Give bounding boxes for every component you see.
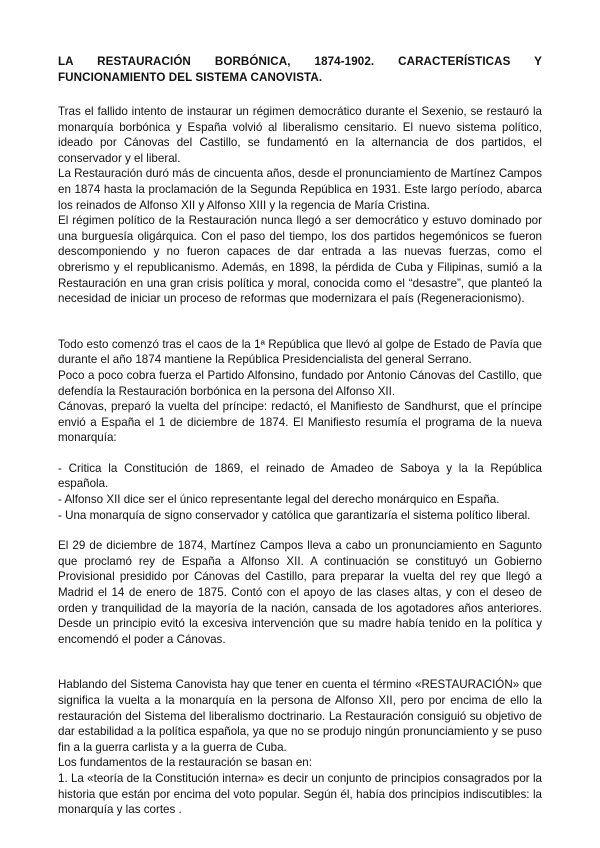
paragraph: Hablando del Sistema Canovista hay que tener en cuenta el término «RESTAURACIÓN» que significa la vuelta a la monarquía en la persona de Alfonso XII, pero por encima de ello la restauración del Sistema del liberalismo doctrinario. La Restauración consiguió su objetivo de dar estabilidad a la política española, ya que no se produjo ningún pronunciamiento y se puso fin a la guerra carlista y a la guerra de Cuba. (58, 678, 542, 754)
paragraph: 1. La «teoría de la Constitución interna» es decir un conjunto de principios consagrados por la historia que están por encima del voto popular. Según él, había dos principios indiscutibles: la monarquía y las cortes . (58, 771, 542, 817)
list-item: - Alfonso XII dice ser el único representante legal del derecho monárquico en España. (58, 493, 500, 507)
paragraph: Los fundamentos de la restauración se basan en: (58, 756, 312, 770)
manifesto-list (58, 461, 542, 523)
paragraph: Cánovas, preparó la vuelta del príncipe: redactó, el Manifiesto de Sandhurst, que el príncipe envió a España el 1 de diciembre de 1874. El Manifiesto resumía el programa de la nueva monarquía: (58, 400, 542, 445)
spacer (58, 446, 542, 461)
paragraph: Tras el fallido intento de instaurar un régimen democrático durante el Sexenio, se restauró la monarquía borbónica y España volvió al liberalismo censitario. El nuevo sistema político, ideado por Cánovas del Castillo, se fundamentó en la alternancia de dos partidos, el conservador y el liberal. (58, 105, 542, 165)
paragraph: Todo esto comenzó tras el caos de la 1ª República que llevó al golpe de Estado de Pavía que durante el año 1874 mantiene la República Presidencialista del general Serrano. (58, 337, 542, 367)
paragraph: La Restauración duró más de cincuenta años, desde el pronunciamiento de Martínez Campos en 1874 hasta la proclamación de la Segunda República en 1931. Este largo período, abarca los reinados de Alfonso XII y Alfonso XIII y la regencia de María Cristina. (58, 167, 542, 212)
document-page (58, 54, 542, 818)
paragraph: El régimen político de la Restauración nunca llegó a ser democrático y estuvo dominado por una burguesía oligárquica. Con el paso del tiempo, los dos partidos hegemónicos se fueron descomponiendo y no fueron capaces de dar entrada a las nuevas fuerzas, como el obrerismo y el republicanismo. Además, en 1898, la pérdida de Cuba y Filipinas, sumió a la Restauración en una gran crisis política y moral, conocida como el “desastre”, que planteó la necesidad de iniciar un proceso de reformas que modernizara el país (Regeneracionismo). (58, 214, 542, 306)
spacer (58, 523, 542, 538)
spacer (58, 647, 542, 677)
spacer (58, 307, 542, 337)
paragraph: Poco a poco cobra fuerza el Partido Alfonsino, fundado por Antonio Cánovas del Castillo, que defendía la Restauración borbónica en la persona del Alfonso XII. (58, 368, 542, 398)
list-item: - Critica la Constitución de 1869, el reinado de Amadeo de Saboya y la la República española. (58, 461, 542, 491)
paragraph: El 29 de diciembre de 1874, Martínez Campos lleva a cabo un pronunciamiento en Sagunto que proclamó rey de España a Alfonso XII. A continuación se constituyó un Gobierno Provisional presidido por Cánovas del Castillo, para preparar la vuelta del rey que llegó a Madrid el 14 de enero de 1875. Contó con el apoyo de las clases altas, y con el deseo de orden y tranquilidad de la mayoría de la nación, cansada de los agotadores años anteriores. Desde un principio evitó la excesiva intervención que su madre había tenido en la política y encomendó el poder a Cánovas. (58, 539, 542, 646)
document-title: LA RESTAURACIÓN BORBÓNICA, 1874-1902. CARACTERÍSTICAS Y FUNCIONAMIENTO DEL SISTEMA CANOVISTA. (58, 55, 542, 84)
list-item: - Una monarquía de signo conservador y católica que garantizaría el sistema político liberal. (58, 508, 531, 522)
